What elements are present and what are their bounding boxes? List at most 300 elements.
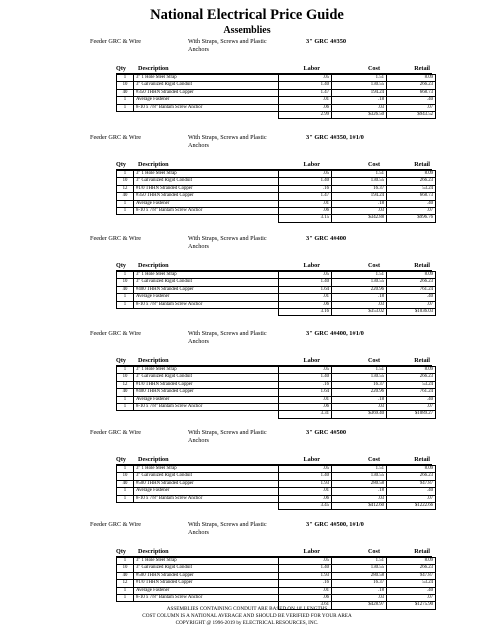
cell-retail: 8.09 <box>387 171 436 178</box>
cell-labor: .16 <box>279 580 332 587</box>
section-category: Feeder GRC & Wire <box>90 38 142 45</box>
cell-cost: .03 <box>332 495 387 502</box>
items-table <box>116 170 436 223</box>
cell-description: 3" 1 Hole Steel Strap <box>134 272 279 279</box>
section-category: Feeder GRC & Wire <box>90 134 142 141</box>
column-header-row <box>116 64 432 74</box>
table-row <box>117 171 436 178</box>
cell-qty: 1 <box>117 488 134 495</box>
section-code: 3" GRC 4#350 <box>306 38 347 45</box>
table-row <box>117 193 436 200</box>
total-retail: $996.76 <box>387 215 436 222</box>
cell-retail: .07 <box>387 495 436 502</box>
column-header-row <box>116 356 432 366</box>
section-header <box>0 134 494 160</box>
assembly-section <box>0 134 494 223</box>
cell-qty: 1 <box>117 558 134 565</box>
cell-labor: 1.40 <box>279 565 332 572</box>
cell-description: Average Fastener <box>134 396 279 403</box>
cell-retail: .40 <box>387 488 436 495</box>
cell-cost: 1.51 <box>332 466 387 473</box>
cell-labor: 1.40 <box>279 178 332 185</box>
cell-labor: 1.64 <box>279 389 332 396</box>
cell-cost: .18 <box>332 294 387 301</box>
column-header-labor: Labor <box>303 548 320 555</box>
cell-qty: 12 <box>117 580 134 587</box>
column-header-labor: Labor <box>303 357 320 364</box>
table-row <box>117 75 436 82</box>
section-description: With Straps, Screws and Plastic Anchors <box>188 134 267 149</box>
cell-cost: 280.58 <box>332 480 387 487</box>
cell-description: 8-10 x 7/8" Bantam Screw Anchor <box>134 104 279 111</box>
cell-labor: .06 <box>279 495 332 502</box>
cell-retail: 53.24 <box>387 185 436 192</box>
totals-row <box>117 112 436 119</box>
cell-description: Average Fastener <box>134 488 279 495</box>
cell-qty: 1 <box>117 587 134 594</box>
total-cost: $342.88 <box>332 215 387 222</box>
table-row <box>117 381 436 388</box>
cell-cost: 130.55 <box>332 178 387 185</box>
cell-description: 8-10 x 7/8" Bantam Screw Anchor <box>134 495 279 502</box>
column-header-labor: Labor <box>303 456 320 463</box>
section-category: Feeder GRC & Wire <box>90 429 142 436</box>
cell-labor: .06 <box>279 301 332 308</box>
cell-description: 8-10 x 7/8" Bantam Screw Anchor <box>134 301 279 308</box>
cell-labor: .05 <box>279 75 332 82</box>
cell-cost: .03 <box>332 404 387 411</box>
column-header-qty: Qty <box>116 548 126 555</box>
items-table <box>116 271 436 316</box>
column-header-description: Description <box>138 357 169 364</box>
cell-description: 3" Galvanized Rigid Conduit <box>134 279 279 286</box>
table-row <box>117 558 436 565</box>
section-code: 3" GRC 4#350, 1#1/0 <box>306 134 364 141</box>
section-code: 3" GRC 4#400 <box>306 235 347 242</box>
column-header-labor: Labor <box>303 65 320 72</box>
cell-retail: 8.09 <box>387 558 436 565</box>
column-header-cost: Cost <box>367 357 380 364</box>
cell-description: 8-10 x 7/8" Bantam Screw Anchor <box>134 595 279 602</box>
cell-retail: 53.24 <box>387 580 436 587</box>
cell-description: #350 THHN Stranded Copper <box>134 193 279 200</box>
cell-retail: 8.09 <box>387 367 436 374</box>
cell-description: #350 THHN Stranded Copper <box>134 89 279 96</box>
cell-qty: 10 <box>117 473 134 480</box>
total-labor: 3.15 <box>279 215 332 222</box>
section-header <box>0 330 494 356</box>
table-row <box>117 89 436 96</box>
cell-retail: 947.87 <box>387 480 436 487</box>
cell-qty: 40 <box>117 572 134 579</box>
totals-row <box>117 503 436 510</box>
cell-labor: .05 <box>279 171 332 178</box>
cell-retail: 668.73 <box>387 193 436 200</box>
total-retail: $1222.66 <box>387 503 436 510</box>
cell-description: #500 THHN Stranded Copper <box>134 480 279 487</box>
column-header-labor: Labor <box>303 161 320 168</box>
cell-cost: .18 <box>332 396 387 403</box>
table-row <box>117 82 436 89</box>
cell-cost: .03 <box>332 208 387 215</box>
section-code: 3" GRC 4#400, 1#1/0 <box>306 330 364 337</box>
column-header-retail: Retail <box>414 65 430 72</box>
cell-qty: 1 <box>117 200 134 207</box>
cell-cost: .18 <box>332 488 387 495</box>
cell-labor: 1.47 <box>279 89 332 96</box>
cell-labor: 1.40 <box>279 279 332 286</box>
section-description: With Straps, Screws and Plastic Anchors <box>188 429 267 444</box>
cell-labor: .01 <box>279 200 332 207</box>
empty-cell <box>134 215 279 222</box>
cell-qty: 1 <box>117 104 134 111</box>
page-title: National Electrical Price Guide <box>150 7 344 23</box>
cell-qty: 1 <box>117 171 134 178</box>
cell-labor: .01 <box>279 396 332 403</box>
cell-retail: .40 <box>387 97 436 104</box>
cell-qty: 1 <box>117 595 134 602</box>
total-cost: $428.97 <box>332 602 387 609</box>
cell-labor: .06 <box>279 404 332 411</box>
column-header-retail: Retail <box>414 161 430 168</box>
cell-qty: 1 <box>117 404 134 411</box>
cell-cost: .18 <box>332 97 387 104</box>
column-header-description: Description <box>138 65 169 72</box>
cell-description: #1/0 THHN Stranded Copper <box>134 381 279 388</box>
cell-labor: .01 <box>279 488 332 495</box>
cell-qty: 10 <box>117 374 134 381</box>
cell-retail: 8.09 <box>387 272 436 279</box>
cell-retail: .40 <box>387 294 436 301</box>
table-row <box>117 595 436 602</box>
section-description: With Straps, Screws and Plastic Anchors <box>188 521 267 536</box>
cell-retail: 668.73 <box>387 89 436 96</box>
table-row <box>117 488 436 495</box>
column-header-row <box>116 455 432 465</box>
cell-cost: 1.51 <box>332 75 387 82</box>
empty-cell <box>117 112 134 119</box>
empty-cell <box>117 309 134 316</box>
empty-cell <box>134 309 279 316</box>
table-row <box>117 495 436 502</box>
table-row <box>117 286 436 293</box>
column-header-cost: Cost <box>367 262 380 269</box>
column-header-description: Description <box>138 548 169 555</box>
cell-cost: 220.96 <box>332 286 387 293</box>
cell-description: 8-10 x 7/8" Bantam Screw Anchor <box>134 404 279 411</box>
table-row <box>117 404 436 411</box>
section-description: With Straps, Screws and Plastic Anchors <box>188 330 267 345</box>
cell-qty: 10 <box>117 178 134 185</box>
cell-cost: 1.51 <box>332 272 387 279</box>
totals-row <box>117 215 436 222</box>
column-header-row <box>116 261 432 271</box>
cell-labor: 1.93 <box>279 572 332 579</box>
cell-qty: 1 <box>117 396 134 403</box>
cell-description: 3" Galvanized Rigid Conduit <box>134 178 279 185</box>
footer-line-3: COPYRIGHT @ 1996-2019 by ELECTRICAL RESOURCES, INC. <box>175 620 319 626</box>
cell-cost: 1.51 <box>332 367 387 374</box>
section-header <box>0 38 494 64</box>
cell-qty: 1 <box>117 367 134 374</box>
total-labor: 3.61 <box>279 602 332 609</box>
cell-labor: 1.93 <box>279 480 332 487</box>
cell-labor: .16 <box>279 185 332 192</box>
column-header-retail: Retail <box>414 456 430 463</box>
assembly-section <box>0 235 494 316</box>
cell-labor: 1.47 <box>279 193 332 200</box>
section-code: 3" GRC 4#500 <box>306 429 347 436</box>
cell-qty: 10 <box>117 82 134 89</box>
section-category: Feeder GRC & Wire <box>90 330 142 337</box>
total-cost: $412.60 <box>332 503 387 510</box>
footer-notes <box>0 606 494 627</box>
total-labor: 3.16 <box>279 309 332 316</box>
cell-retail: 8.09 <box>387 466 436 473</box>
cell-cost: .18 <box>332 200 387 207</box>
cell-labor: .01 <box>279 587 332 594</box>
cell-qty: 1 <box>117 495 134 502</box>
cell-qty: 12 <box>117 381 134 388</box>
cell-retail: 266.23 <box>387 178 436 185</box>
cell-labor: .16 <box>279 381 332 388</box>
cell-description: 3" Galvanized Rigid Conduit <box>134 473 279 480</box>
column-header-retail: Retail <box>414 357 430 364</box>
total-retail: $1036.03 <box>387 309 436 316</box>
items-table <box>116 74 436 119</box>
column-header-qty: Qty <box>116 161 126 168</box>
cell-retail: 8.09 <box>387 75 436 82</box>
column-header-retail: Retail <box>414 262 430 269</box>
column-header-cost: Cost <box>367 65 380 72</box>
cell-description: 3" 1 Hole Steel Strap <box>134 466 279 473</box>
cell-qty: 40 <box>117 389 134 396</box>
cell-qty: 1 <box>117 272 134 279</box>
cell-description: 3" Galvanized Rigid Conduit <box>134 82 279 89</box>
cell-labor: .05 <box>279 272 332 279</box>
cell-retail: 266.23 <box>387 82 436 89</box>
cell-description: Average Fastener <box>134 294 279 301</box>
cell-cost: 1.51 <box>332 171 387 178</box>
section-header <box>0 521 494 547</box>
cell-labor: 1.64 <box>279 286 332 293</box>
cell-description: 3" 1 Hole Steel Strap <box>134 171 279 178</box>
column-header-description: Description <box>138 161 169 168</box>
cell-qty: 40 <box>117 193 134 200</box>
cell-cost: 130.55 <box>332 279 387 286</box>
table-row <box>117 200 436 207</box>
table-row <box>117 480 436 487</box>
cell-description: 3" Galvanized Rigid Conduit <box>134 565 279 572</box>
footer-line-1: ASSEMBLIES CONTAINING CONDUIT ARE BASED ON 10' LENGTHS <box>166 606 328 612</box>
table-row <box>117 178 436 185</box>
cell-qty: 12 <box>117 185 134 192</box>
cell-labor: .06 <box>279 595 332 602</box>
table-row <box>117 279 436 286</box>
total-cost: $353.02 <box>332 309 387 316</box>
column-header-row <box>116 547 432 557</box>
cell-cost: 16.37 <box>332 580 387 587</box>
cell-cost: 220.96 <box>332 389 387 396</box>
cell-description: 8-10 x 7/8" Bantam Screw Anchor <box>134 208 279 215</box>
total-labor: 2.99 <box>279 112 332 119</box>
section-header <box>0 429 494 455</box>
items-table <box>116 366 436 419</box>
cell-retail: .07 <box>387 404 436 411</box>
column-header-qty: Qty <box>116 456 126 463</box>
cell-cost: 194.24 <box>332 89 387 96</box>
cell-cost: 16.37 <box>332 185 387 192</box>
cell-qty: 40 <box>117 286 134 293</box>
cell-qty: 1 <box>117 466 134 473</box>
cell-cost: 130.55 <box>332 82 387 89</box>
cell-labor: .05 <box>279 558 332 565</box>
totals-row <box>117 411 436 418</box>
table-row <box>117 389 436 396</box>
cell-cost: 130.55 <box>332 565 387 572</box>
cell-cost: 194.24 <box>332 193 387 200</box>
cell-description: #500 THHN Stranded Copper <box>134 572 279 579</box>
section-category: Feeder GRC & Wire <box>90 235 142 242</box>
table-row <box>117 374 436 381</box>
cell-retail: 761.24 <box>387 389 436 396</box>
cell-qty: 40 <box>117 89 134 96</box>
section-description: With Straps, Screws and Plastic Anchors <box>188 235 267 250</box>
column-header-qty: Qty <box>116 357 126 364</box>
column-header-qty: Qty <box>116 65 126 72</box>
total-retail: $1275.90 <box>387 602 436 609</box>
total-labor: 3.31 <box>279 411 332 418</box>
table-row <box>117 580 436 587</box>
cell-description: 3" 1 Hole Steel Strap <box>134 367 279 374</box>
cell-qty: 10 <box>117 565 134 572</box>
cell-retail: .07 <box>387 595 436 602</box>
cell-cost: .03 <box>332 595 387 602</box>
column-header-retail: Retail <box>414 548 430 555</box>
cell-retail: 947.87 <box>387 572 436 579</box>
column-header-qty: Qty <box>116 262 126 269</box>
items-table <box>116 465 436 510</box>
table-row <box>117 294 436 301</box>
cell-labor: .01 <box>279 97 332 104</box>
cell-qty: 1 <box>117 97 134 104</box>
cell-labor: .06 <box>279 208 332 215</box>
cell-description: #400 THHN Stranded Copper <box>134 389 279 396</box>
cell-qty: 40 <box>117 480 134 487</box>
cell-cost: 1.51 <box>332 558 387 565</box>
cell-qty: 10 <box>117 279 134 286</box>
table-row <box>117 301 436 308</box>
cell-retail: .07 <box>387 208 436 215</box>
cell-cost: .03 <box>332 301 387 308</box>
section-description: With Straps, Screws and Plastic Anchors <box>188 38 267 53</box>
empty-cell <box>134 411 279 418</box>
cell-qty: 1 <box>117 208 134 215</box>
total-cost: $369.40 <box>332 411 387 418</box>
column-header-cost: Cost <box>367 161 380 168</box>
section-category: Feeder GRC & Wire <box>90 521 142 528</box>
total-retail: $943.52 <box>387 112 436 119</box>
table-row <box>117 97 436 104</box>
cell-retail: .40 <box>387 396 436 403</box>
cell-description: #1/0 THHN Stranded Copper <box>134 580 279 587</box>
cell-retail: 761.24 <box>387 286 436 293</box>
cell-labor: .05 <box>279 466 332 473</box>
cell-description: 3" Galvanized Rigid Conduit <box>134 374 279 381</box>
cell-labor: .06 <box>279 104 332 111</box>
cell-description: 3" 1 Hole Steel Strap <box>134 75 279 82</box>
table-row <box>117 396 436 403</box>
assembly-section <box>0 429 494 510</box>
table-row <box>117 587 436 594</box>
table-row <box>117 104 436 111</box>
cell-cost: 130.55 <box>332 374 387 381</box>
page-subtitle: Assemblies <box>223 25 271 36</box>
cell-labor: .05 <box>279 367 332 374</box>
cell-retail: 53.24 <box>387 381 436 388</box>
cell-retail: 266.23 <box>387 565 436 572</box>
cell-labor: 1.40 <box>279 374 332 381</box>
cell-cost: .18 <box>332 587 387 594</box>
assembly-section <box>0 38 494 119</box>
footer-line-2: COST COLUMN IS A NATIONAL AVERAGE AND SHOULD BE VERIFIED FOR YOUR AREA <box>142 613 352 619</box>
column-header-cost: Cost <box>367 456 380 463</box>
assembly-section <box>0 521 494 610</box>
empty-cell <box>134 503 279 510</box>
total-cost: $326.50 <box>332 112 387 119</box>
section-code: 3" GRC 4#500, 1#1/0 <box>306 521 364 528</box>
cell-qty: 1 <box>117 75 134 82</box>
column-header-description: Description <box>138 456 169 463</box>
empty-cell <box>117 411 134 418</box>
total-labor: 3.45 <box>279 503 332 510</box>
table-row <box>117 466 436 473</box>
cell-labor: 1.40 <box>279 82 332 89</box>
table-row <box>117 572 436 579</box>
table-row <box>117 473 436 480</box>
cell-retail: .40 <box>387 200 436 207</box>
cell-description: #1/0 THHN Stranded Copper <box>134 185 279 192</box>
column-header-row <box>116 160 432 170</box>
cell-cost: 16.37 <box>332 381 387 388</box>
cell-retail: 266.23 <box>387 473 436 480</box>
cell-labor: .01 <box>279 294 332 301</box>
cell-qty: 1 <box>117 301 134 308</box>
cell-description: Average Fastener <box>134 587 279 594</box>
table-row <box>117 367 436 374</box>
cell-description: #400 THHN Stranded Copper <box>134 286 279 293</box>
table-row <box>117 185 436 192</box>
cell-retail: .07 <box>387 301 436 308</box>
cell-description: Average Fastener <box>134 97 279 104</box>
empty-cell <box>117 503 134 510</box>
empty-cell <box>134 112 279 119</box>
section-header <box>0 235 494 261</box>
column-header-cost: Cost <box>367 548 380 555</box>
cell-retail: 266.23 <box>387 279 436 286</box>
column-header-description: Description <box>138 262 169 269</box>
cell-cost: 130.55 <box>332 473 387 480</box>
table-row <box>117 565 436 572</box>
cell-cost: 280.58 <box>332 572 387 579</box>
cell-qty: 1 <box>117 294 134 301</box>
cell-retail: .07 <box>387 104 436 111</box>
table-row <box>117 208 436 215</box>
cell-description: Average Fastener <box>134 200 279 207</box>
cell-description: 3" 1 Hole Steel Strap <box>134 558 279 565</box>
cell-labor: 1.40 <box>279 473 332 480</box>
table-row <box>117 272 436 279</box>
